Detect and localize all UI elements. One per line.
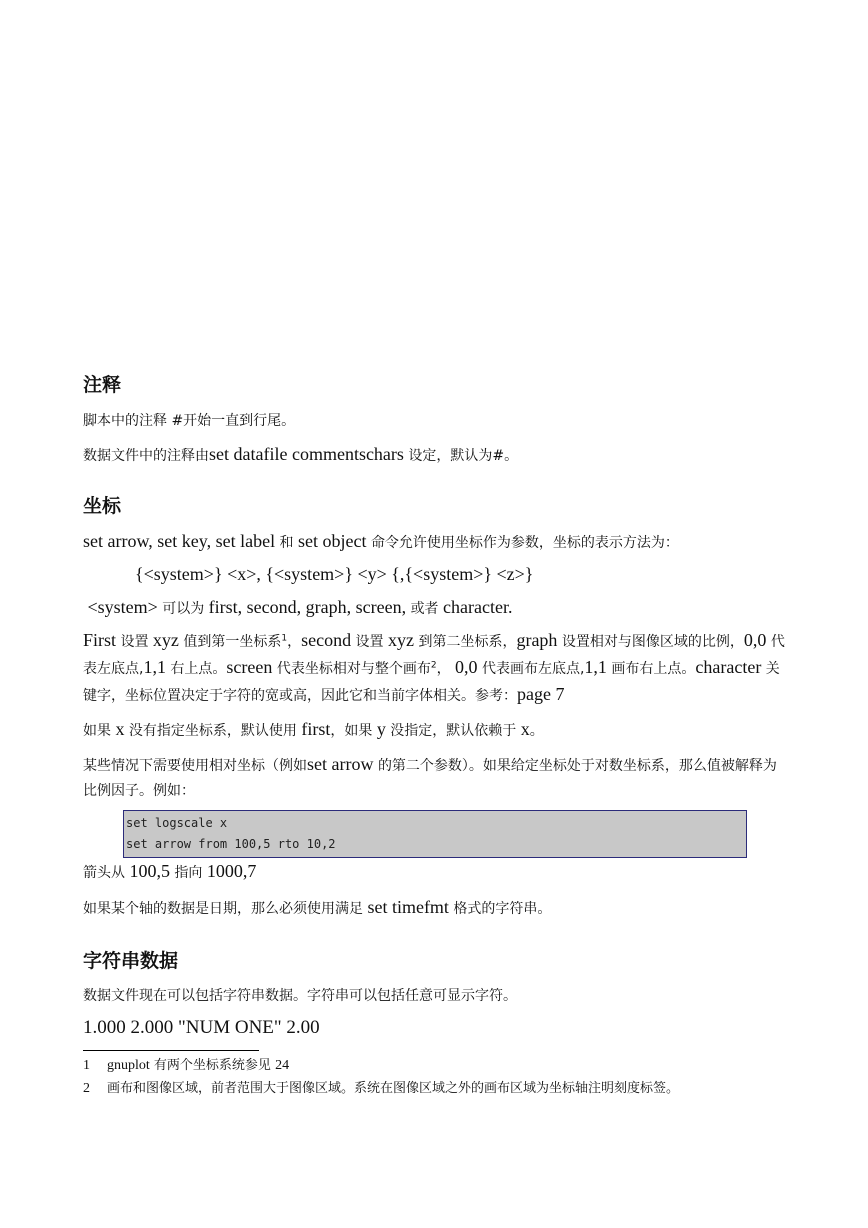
code-line: set arrow from 100,5 rto 10,2 <box>126 837 336 851</box>
string-data-line: 数据文件现在可以包括字符串数据。字符串可以包括任意可显示字符。 <box>83 988 517 1004</box>
arrow-result: 箭头从 100,5 指向 1000,7 <box>83 861 257 881</box>
string-data-example: 1.000 2.000 "NUM ONE" 2.00 <box>83 1017 320 1038</box>
footnote-2: 2 画布和图像区域，前者范围大于图像区域。系统在图像区域之外的画布区域为坐标轴注明刻度标签。 <box>83 1081 680 1096</box>
comments-line-2: 数据文件中的注释由set datafile commentschars 设定，默认为#。 <box>83 444 519 464</box>
footnote-1: 1 gnuplot 有两个坐标系统参见 24 <box>83 1058 290 1073</box>
footnote-ref-2[interactable]: 2 <box>430 660 437 671</box>
coordinate-syntax: {<system>} <x>, {<system>} <y> {,{<system>} <z>} <box>135 564 534 584</box>
heading-string-data: 字符串数据 <box>83 950 179 972</box>
code-block <box>123 810 747 858</box>
coordinates-explanation: First 设置 xyz 值到第一坐标系$^1$，second 设置 xyz 到第二坐标系，graph 设置相对与图像区域的比例，0,0 代表左底点,1,1 右上点。screen 代表坐标相对与整个画布$^2$， 0,0 代表画布左底点,1,1 画布右上点。character 关键字，坐标位置决定于字符的宽或高，因此它和当前字体相关。参考：page 7 <box>83 630 785 704</box>
code-line: set logscale x <box>126 816 228 830</box>
page-reference-link[interactable]: page 7 <box>517 684 565 704</box>
heading-comments: 注释 <box>83 374 122 396</box>
heading-coordinates: 坐标 <box>83 495 122 517</box>
system-values: <system> 可以为 first, second, graph, screen, 或者 character. <box>87 597 513 617</box>
coordinates-intro: set arrow, set key, set label 和 set object 命令允许使用坐标作为参数，坐标的表示方法为： <box>83 531 679 551</box>
default-system-note: 如果 x 没有指定坐标系，默认使用 first，如果 y 没指定，默认依赖于 x。 <box>83 719 544 739</box>
relative-coordinates-note: 某些情况下需要使用相对坐标（例如set arrow 的第二个参数）。如果给定坐标处于对数坐标系，那么值被解释为比例因子。例如： <box>83 754 777 799</box>
footnote-ref-1[interactable]: 1 <box>281 633 288 644</box>
date-axis-note: 如果某个轴的数据是日期，那么必须使用满足 set timefmt 格式的字符串。 <box>83 897 552 917</box>
comments-line-1: 脚本中的注释 #开始一直到行尾。 <box>83 413 296 429</box>
footnote-divider <box>83 1050 259 1051</box>
document-page <box>83 372 788 1100</box>
